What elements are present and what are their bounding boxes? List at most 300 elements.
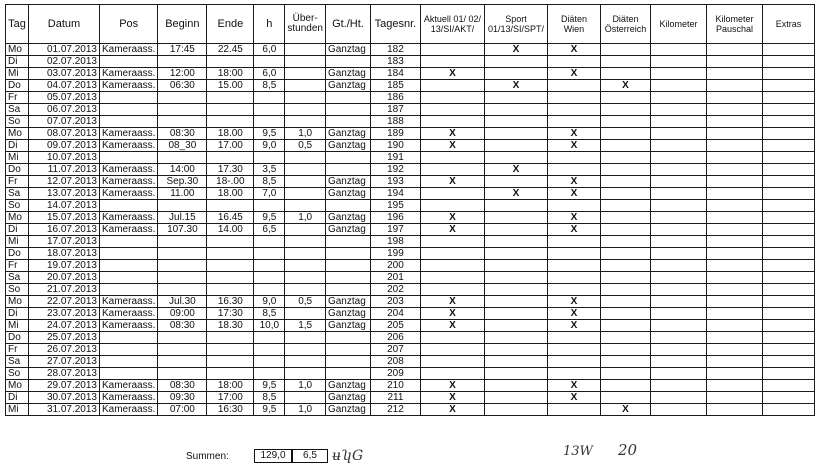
day-type-cell [325,104,370,116]
handwritten-initials: ʉʮG [332,448,364,464]
table-row [6,368,815,380]
begin-cell [158,248,207,260]
end-cell [207,332,254,344]
date-cell: 13.07.2013 [29,188,100,200]
table-row [6,140,815,152]
extras-cell [762,56,814,68]
aktuell-mark [420,368,484,380]
begin-cell [158,236,207,248]
extras-cell [762,80,814,92]
hours-cell [254,332,285,344]
sport-mark [484,200,547,212]
diaeten-oesterreich-mark [600,236,650,248]
aktuell-mark [420,260,484,272]
sport-mark [484,68,547,80]
aktuell-mark: X [420,320,484,332]
day-number-cell: 202 [370,284,420,296]
extras-cell [762,104,814,116]
km-pauschal-cell [706,392,762,404]
kilometer-cell [650,248,706,260]
diaeten-oesterreich-mark [600,104,650,116]
end-cell: 17.00 [207,140,254,152]
hours-cell: 9,5 [254,404,285,416]
overtime-cell: 1,0 [285,404,326,416]
extras-cell [762,164,814,176]
hours-cell [254,92,285,104]
diaeten-wien-mark: X [547,44,600,56]
position-cell [100,116,158,128]
aktuell-mark: X [420,392,484,404]
km-pauschal-cell [706,248,762,260]
diaeten-oesterreich-mark [600,116,650,128]
overtime-total-box: 6,5 [292,449,328,463]
position-cell [100,356,158,368]
km-pauschal-cell [706,116,762,128]
kilometer-cell [650,212,706,224]
day-number-cell: 199 [370,248,420,260]
day-cell: Fr [6,260,29,272]
day-number-cell: 197 [370,224,420,236]
sport-mark [484,368,547,380]
diaeten-oesterreich-mark [600,308,650,320]
aktuell-mark [420,188,484,200]
table-row [6,56,815,68]
day-type-cell [325,164,370,176]
diaeten-wien-mark [547,104,600,116]
diaeten-wien-mark: X [547,128,600,140]
sport-mark [484,92,547,104]
kilometer-cell [650,284,706,296]
kilometer-cell [650,356,706,368]
km-pauschal-cell [706,356,762,368]
kilometer-cell [650,224,706,236]
end-cell [207,116,254,128]
hours-cell [254,356,285,368]
km-pauschal-cell [706,236,762,248]
extras-cell [762,368,814,380]
extras-cell [762,140,814,152]
position-cell [100,368,158,380]
begin-cell: 09:00 [158,308,207,320]
aktuell-mark [420,164,484,176]
overtime-cell: 1,0 [285,128,326,140]
day-number-cell: 186 [370,92,420,104]
aktuell-mark: X [420,308,484,320]
date-cell: 14.07.2013 [29,200,100,212]
day-cell: Mi [6,68,29,80]
hours-cell [254,272,285,284]
col-header-extras: Extras [762,5,814,44]
position-cell [100,152,158,164]
diaeten-oesterreich-mark [600,260,650,272]
begin-cell [158,260,207,272]
date-cell: 29.07.2013 [29,380,100,392]
col-header-kilometer: Kilometer [650,5,706,44]
day-type-cell: Ganztag [325,380,370,392]
overtime-cell [285,260,326,272]
kilometer-cell [650,308,706,320]
sport-mark [484,152,547,164]
aktuell-mark: X [420,68,484,80]
diaeten-oesterreich-mark [600,356,650,368]
sport-mark [484,320,547,332]
begin-cell: 07:00 [158,404,207,416]
position-cell [100,248,158,260]
position-cell: Kameraass. [100,80,158,92]
km-pauschal-cell [706,56,762,68]
table-row [6,80,815,92]
table-row [6,380,815,392]
extras-cell [762,260,814,272]
sport-mark [484,128,547,140]
kilometer-cell [650,56,706,68]
day-number-cell: 193 [370,176,420,188]
date-cell: 26.07.2013 [29,344,100,356]
aktuell-mark: X [420,212,484,224]
extras-cell [762,308,814,320]
sport-mark [484,56,547,68]
day-type-cell: Ganztag [325,80,370,92]
col-header-datum: Datum [29,5,100,44]
diaeten-wien-mark: X [547,296,600,308]
overtime-cell [285,248,326,260]
kilometer-cell [650,368,706,380]
day-cell: So [6,200,29,212]
aktuell-mark [420,116,484,128]
overtime-cell [285,116,326,128]
kilometer-cell [650,380,706,392]
kilometer-cell [650,260,706,272]
begin-cell: 08:30 [158,320,207,332]
hours-cell: 9,0 [254,140,285,152]
begin-cell: 08:30 [158,128,207,140]
diaeten-wien-mark [547,260,600,272]
diaeten-wien-mark [547,248,600,260]
hours-cell [254,368,285,380]
position-cell: Kameraass. [100,68,158,80]
extras-cell [762,356,814,368]
kilometer-cell [650,320,706,332]
km-pauschal-cell [706,176,762,188]
table-row [6,320,815,332]
day-cell: Di [6,56,29,68]
aktuell-mark [420,236,484,248]
date-cell: 19.07.2013 [29,260,100,272]
table-row [6,296,815,308]
day-type-cell: Ganztag [325,188,370,200]
kilometer-cell [650,200,706,212]
begin-cell [158,284,207,296]
sport-mark [484,284,547,296]
hours-cell: 8,5 [254,392,285,404]
date-cell: 06.07.2013 [29,104,100,116]
sport-mark [484,236,547,248]
end-cell [207,56,254,68]
position-cell: Kameraass. [100,308,158,320]
day-number-cell: 192 [370,164,420,176]
aktuell-mark [420,284,484,296]
day-type-cell [325,200,370,212]
km-pauschal-cell [706,200,762,212]
extras-cell [762,152,814,164]
end-cell: 16.45 [207,212,254,224]
diaeten-wien-mark: X [547,320,600,332]
day-cell: Di [6,140,29,152]
hours-cell: 6,0 [254,68,285,80]
km-pauschal-cell [706,224,762,236]
col-header-km-pauschal: Kilometer Pauschal [706,5,762,44]
sport-mark [484,272,547,284]
day-number-cell: 195 [370,200,420,212]
day-cell: Fr [6,92,29,104]
end-cell [207,104,254,116]
hours-cell [254,260,285,272]
km-pauschal-cell [706,128,762,140]
extras-cell [762,284,814,296]
diaeten-oesterreich-mark: X [600,80,650,92]
aktuell-mark [420,92,484,104]
date-cell: 10.07.2013 [29,152,100,164]
kilometer-cell [650,176,706,188]
overtime-cell [285,104,326,116]
hours-cell: 3,5 [254,164,285,176]
day-cell: So [6,368,29,380]
km-pauschal-cell [706,152,762,164]
hours-cell [254,236,285,248]
overtime-cell [285,80,326,92]
end-cell: 18-.00 [207,176,254,188]
hours-cell: 6,0 [254,44,285,56]
overtime-cell [285,188,326,200]
diaeten-wien-mark [547,332,600,344]
kilometer-cell [650,92,706,104]
overtime-cell [285,200,326,212]
diaeten-wien-mark [547,80,600,92]
begin-cell [158,152,207,164]
day-number-cell: 209 [370,368,420,380]
km-pauschal-cell [706,104,762,116]
end-cell [207,272,254,284]
date-cell: 22.07.2013 [29,296,100,308]
day-type-cell [325,344,370,356]
sport-mark [484,380,547,392]
kilometer-cell [650,392,706,404]
table-row [6,260,815,272]
day-type-cell [325,56,370,68]
table-row [6,68,815,80]
diaeten-wien-mark [547,236,600,248]
km-pauschal-cell [706,44,762,56]
sport-mark [484,296,547,308]
date-cell: 07.07.2013 [29,116,100,128]
diaeten-oesterreich-mark [600,368,650,380]
hours-cell [254,116,285,128]
km-pauschal-cell [706,320,762,332]
day-type-cell: Ganztag [325,392,370,404]
aktuell-mark [420,272,484,284]
date-cell: 31.07.2013 [29,404,100,416]
hours-cell: 8,5 [254,308,285,320]
aktuell-mark: X [420,140,484,152]
day-number-cell: 187 [370,104,420,116]
day-type-cell: Ganztag [325,68,370,80]
begin-cell: 09:30 [158,392,207,404]
end-cell [207,368,254,380]
km-pauschal-cell [706,140,762,152]
table-row [6,188,815,200]
date-cell: 09.07.2013 [29,140,100,152]
day-type-cell: Ganztag [325,308,370,320]
position-cell: Kameraass. [100,188,158,200]
extras-cell [762,272,814,284]
day-cell: Di [6,392,29,404]
overtime-cell [285,176,326,188]
hours-total-box: 129,0 [254,449,292,463]
diaeten-oesterreich-mark: X [600,404,650,416]
hours-cell [254,56,285,68]
hours-cell: 6,5 [254,224,285,236]
day-number-cell: 201 [370,272,420,284]
date-cell: 24.07.2013 [29,320,100,332]
diaeten-oesterreich-mark [600,380,650,392]
kilometer-cell [650,404,706,416]
diaeten-oesterreich-mark [600,68,650,80]
col-header-diaeten-wien: Diäten Wien [547,5,600,44]
extras-cell [762,296,814,308]
date-cell: 21.07.2013 [29,284,100,296]
overtime-cell [285,332,326,344]
aktuell-mark [420,356,484,368]
diaeten-wien-mark: X [547,392,600,404]
kilometer-cell [650,128,706,140]
table-row [6,128,815,140]
day-type-cell [325,152,370,164]
sport-mark [484,116,547,128]
sport-mark: X [484,164,547,176]
aktuell-mark: X [420,380,484,392]
position-cell: Kameraass. [100,392,158,404]
day-number-cell: 205 [370,320,420,332]
day-cell: Di [6,308,29,320]
diaeten-oesterreich-mark [600,44,650,56]
day-number-cell: 190 [370,140,420,152]
table-row [6,392,815,404]
col-header-sport: Sport 01/13/SI/SPT/ [484,5,547,44]
day-number-cell: 212 [370,404,420,416]
begin-cell: Sep.30 [158,176,207,188]
day-type-cell: Ganztag [325,296,370,308]
date-cell: 03.07.2013 [29,68,100,80]
diaeten-oesterreich-mark [600,284,650,296]
diaeten-wien-mark [547,92,600,104]
sport-mark [484,248,547,260]
day-number-cell: 188 [370,116,420,128]
kilometer-cell [650,80,706,92]
end-cell [207,260,254,272]
overtime-cell: 0,5 [285,296,326,308]
end-cell [207,356,254,368]
sport-mark: X [484,80,547,92]
col-header-gt-ht: Gt./Ht. [325,5,370,44]
begin-cell: 12:00 [158,68,207,80]
kilometer-cell [650,104,706,116]
begin-cell: 08_30 [158,140,207,152]
km-pauschal-cell [706,68,762,80]
table-row [6,236,815,248]
table-row [6,284,815,296]
diaeten-oesterreich-mark [600,332,650,344]
date-cell: 04.07.2013 [29,80,100,92]
overtime-cell: 0,5 [285,140,326,152]
begin-cell: Jul.15 [158,212,207,224]
diaeten-oesterreich-mark [600,212,650,224]
position-cell: Kameraass. [100,320,158,332]
end-cell: 15.00 [207,80,254,92]
diaeten-wien-mark [547,284,600,296]
begin-cell: 107.30 [158,224,207,236]
overtime-cell [285,224,326,236]
kilometer-cell [650,140,706,152]
km-pauschal-cell [706,188,762,200]
position-cell: Kameraass. [100,404,158,416]
diaeten-wien-mark: X [547,68,600,80]
day-type-cell [325,332,370,344]
hours-cell [254,152,285,164]
km-pauschal-cell [706,404,762,416]
date-cell: 05.07.2013 [29,92,100,104]
day-number-cell: 204 [370,308,420,320]
day-number-cell: 183 [370,56,420,68]
extras-cell [762,188,814,200]
sport-mark [484,212,547,224]
day-cell: Do [6,80,29,92]
extras-cell [762,44,814,56]
extras-cell [762,200,814,212]
position-cell: Kameraass. [100,44,158,56]
day-number-cell: 184 [370,68,420,80]
date-cell: 08.07.2013 [29,128,100,140]
aktuell-mark [420,332,484,344]
hours-cell: 7,0 [254,188,285,200]
table-row [6,344,815,356]
begin-cell [158,104,207,116]
day-cell: Fr [6,344,29,356]
position-cell: Kameraass. [100,128,158,140]
begin-cell: 08:30 [158,380,207,392]
aktuell-mark [420,200,484,212]
end-cell: 16.30 [207,296,254,308]
km-pauschal-cell [706,284,762,296]
diaeten-oesterreich-mark [600,224,650,236]
position-cell [100,104,158,116]
extras-cell [762,176,814,188]
diaeten-wien-mark: X [547,212,600,224]
position-cell [100,236,158,248]
extras-cell [762,392,814,404]
km-pauschal-cell [706,164,762,176]
diaeten-oesterreich-mark [600,272,650,284]
position-cell [100,284,158,296]
overtime-cell [285,236,326,248]
table-row [6,224,815,236]
extras-cell [762,320,814,332]
hours-cell [254,200,285,212]
sport-mark [484,140,547,152]
end-cell: 16:30 [207,404,254,416]
day-number-cell: 185 [370,80,420,92]
aktuell-mark [420,56,484,68]
handwritten-note-2: 20 [618,441,638,459]
